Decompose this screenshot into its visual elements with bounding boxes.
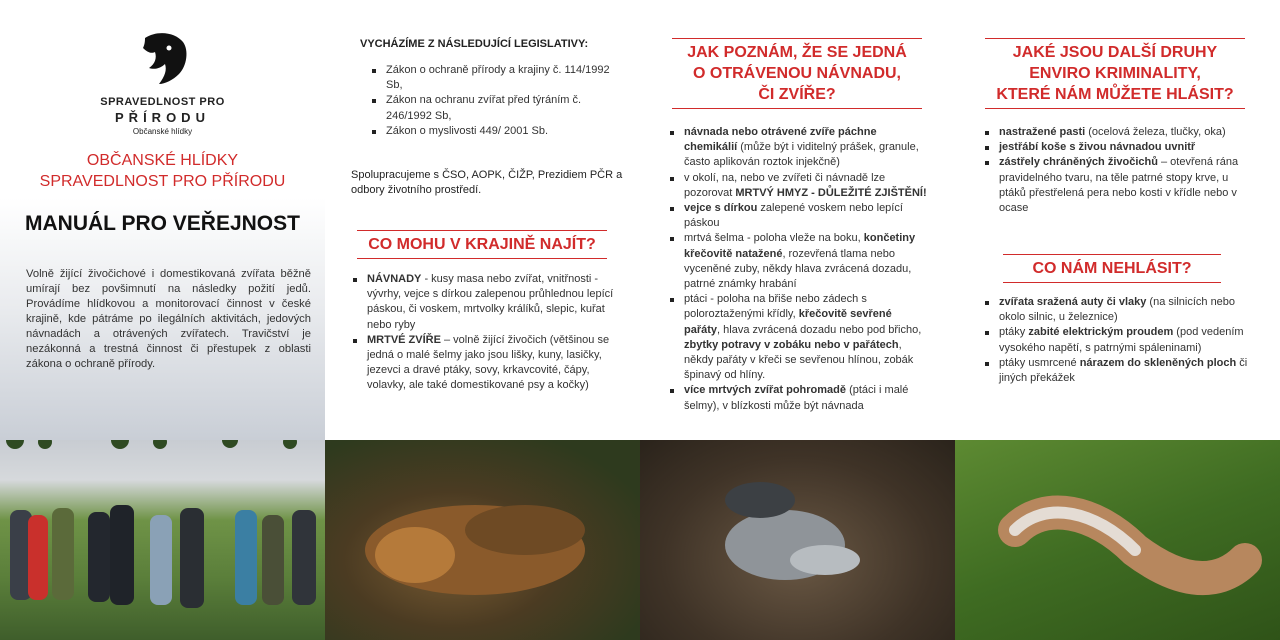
item-bold: zbytky potravy v zobáku nebo v pařátech bbox=[684, 338, 899, 351]
recognition-list bbox=[668, 125, 930, 414]
other-crimes-panel bbox=[955, 0, 1280, 440]
photo-dead-bird bbox=[640, 440, 955, 640]
list-item bbox=[983, 140, 1248, 155]
list-item bbox=[983, 125, 1248, 140]
cover-subtitle-line-2: SPRAVEDLNOST PRO PŘÍRODU bbox=[39, 173, 286, 190]
item-bold: jestřábí koše s živou návnadou uvnitř bbox=[999, 141, 1196, 154]
item-bold: MRTVÉ ZVÍŘE bbox=[367, 333, 441, 346]
cover-subtitle bbox=[0, 150, 325, 192]
item-text: (ocelová železa, tlučky, oka) bbox=[1085, 126, 1226, 138]
list-item bbox=[351, 272, 616, 333]
heading-line: ENVIRO KRIMINALITY, bbox=[1029, 65, 1201, 82]
dead-fox-illustration bbox=[325, 440, 640, 640]
item-bold: návnada nebo otrávené zvíře páchne chemikálií bbox=[684, 126, 877, 154]
heading-line: ČI ZVÍŘE? bbox=[758, 86, 836, 103]
list-item bbox=[983, 155, 1248, 216]
photo-dead-fox bbox=[325, 440, 640, 640]
other-crimes-list bbox=[983, 125, 1248, 216]
heading-line: JAK POZNÁM, ŽE SE JEDNÁ bbox=[687, 44, 907, 61]
patrol-group-illustration bbox=[0, 440, 325, 640]
cover-panel bbox=[0, 0, 325, 440]
photo-dead-marten bbox=[955, 440, 1280, 640]
heading-line: KTERÉ NÁM MŮŽETE HLÁSIT? bbox=[996, 86, 1234, 103]
list-item bbox=[668, 201, 930, 231]
list-item bbox=[983, 356, 1248, 386]
brand-line-1: SPRAVEDLNOST PRO bbox=[100, 96, 225, 108]
list-item bbox=[668, 383, 930, 413]
list-item bbox=[983, 295, 1248, 325]
list-item bbox=[351, 333, 616, 394]
page-title: MANUÁL PRO VEŘEJNOST bbox=[25, 212, 300, 235]
item-bold: zástřely chráněných živočichů bbox=[999, 156, 1158, 169]
list-item bbox=[668, 171, 930, 201]
do-not-report-list bbox=[983, 295, 1248, 386]
list-item bbox=[668, 231, 930, 292]
item-text: – volně žijící živočich (většinou se jedná o malé šelmy jako jsou lišky, kuny, lasičky, jezevci a dravé ptáky, sovy, krkavcovité, čápy, volavky, ale také domestikované psy a kočky) bbox=[367, 333, 610, 392]
item-text: , někdy pařáty v křeči se sevřenou hlínou, zobák špinavý od hlíny. bbox=[684, 338, 914, 382]
item-text: mrtvá šelma - poloha vleže na boku, bbox=[684, 232, 864, 245]
dead-bird-illustration bbox=[640, 440, 955, 640]
find-list bbox=[351, 272, 616, 394]
item-text: (na silnicích nebo okolo silnic, u železnice) bbox=[999, 296, 1236, 324]
list-item: Zákon na ochranu zvířat před týráním č. 246/1992 Sb, bbox=[370, 93, 610, 123]
item-bold: končetiny křečovitě natažené bbox=[684, 232, 916, 260]
recognition-heading bbox=[672, 38, 922, 109]
item-text: ptáci - poloha na břiše nebo zádech s poloroztaženými křídly, bbox=[684, 293, 867, 321]
eagle-head-logo-icon bbox=[135, 30, 191, 86]
list-item: Zákon o ochraně přírody a krajiny č. 114/1992 Sb, bbox=[370, 63, 610, 93]
dead-marten-illustration bbox=[955, 440, 1280, 640]
item-bold: více mrtvých zvířat pohromadě bbox=[684, 384, 847, 397]
item-bold: zvířata sražená auty či vlaky bbox=[999, 296, 1147, 308]
heading-line: JAKÉ JSOU DALŠÍ DRUHY bbox=[1012, 44, 1218, 61]
brand-line-3: Občanské hlídky bbox=[132, 127, 193, 136]
photo-patrol-group bbox=[0, 440, 325, 640]
list-item bbox=[668, 292, 930, 383]
item-text: (ptáci i malé šelmy), v blízkosti může být návnada bbox=[684, 384, 909, 412]
item-bold: vejce s dírkou bbox=[684, 202, 758, 215]
item-text: , hlava zvrácená dozadu nebo pod břicho, bbox=[717, 323, 922, 336]
item-text: ptáky bbox=[999, 326, 1029, 339]
item-text: (může být i viditelný prášek, granule, často aplikován roztok injekčně) bbox=[684, 141, 919, 169]
logo bbox=[0, 30, 325, 136]
item-bold: křečovitě sevřené pařáty bbox=[684, 308, 892, 336]
do-not-report-heading: CO NÁM NEHLÁSIT? bbox=[1003, 254, 1221, 283]
legislation-list bbox=[370, 63, 610, 139]
item-text: či jiných překážek bbox=[999, 356, 1248, 385]
item-bold: nárazem do skleněných ploch bbox=[1079, 356, 1237, 369]
other-crimes-heading bbox=[985, 38, 1245, 109]
cooperation-text: Spolupracujeme s ČSO, AOPK, ČIŽP, Prezidiem PČR a odbory životního prostředí. bbox=[351, 169, 623, 196]
item-text: – otevřená rána pravidelného tvaru, na těle patrné stopy krve, u ptáků přestřelená pera nebo kosti v křídle nebo v ocase bbox=[999, 156, 1239, 215]
item-bold: nastražené pasti bbox=[999, 126, 1086, 138]
list-item: Zákon o myslivosti 449/ 2001 Sb. bbox=[370, 124, 610, 139]
legislation-heading: VYCHÁZÍME Z NÁSLEDUJÍCÍ LEGISLATIVY: bbox=[360, 38, 589, 50]
heading-line: O OTRÁVENOU NÁVNADU, bbox=[692, 65, 901, 82]
item-text: - kusy masa nebo zvířat, vnitřnosti - vývrhy, vejce s dírkou zalepenou průhlednou lepící páskou, či voskem, mrtvolky králíků, slepic, kuřat nebo ryby bbox=[367, 273, 614, 331]
brand-line-2: PŘÍRODU bbox=[115, 110, 210, 125]
item-bold: MRTVÝ HMYZ - DŮLEŽITÉ ZJIŠTĚNÍ! bbox=[735, 186, 927, 199]
item-text: zalepené voskem nebo lepící páskou bbox=[684, 202, 903, 230]
list-item bbox=[668, 125, 930, 171]
intro-paragraph: Volně žijící živočichové i domestikovaná zvířata běžně umírají bez povšimnutí na následky požití jedů. Provádíme hlídkovou a monitorovací činnost v české krajině, kde pátráme po ilegálních aktivitách, jedových návnadách a otrávených zvířatech. Travičství je nezákonná a trestná činnost či přestupek z oblasti zákona o ochraně přírody. bbox=[26, 268, 311, 370]
item-bold: zabité elektrickým proudem bbox=[1028, 326, 1174, 339]
legislation-panel bbox=[325, 0, 640, 440]
item-text: v okolí, na, nebo ve zvířeti či návnadě lze pozorovat bbox=[684, 171, 886, 199]
item-text: , rozevřená tlama nebo vyceněné zuby, někdy hlava zvrácená dozadu, patrné známky hrabání bbox=[684, 247, 912, 291]
recognition-panel bbox=[640, 0, 955, 440]
item-text: ptáky usmrcené bbox=[999, 356, 1080, 369]
list-item bbox=[983, 325, 1248, 355]
item-bold: NÁVNADY bbox=[367, 273, 422, 285]
cover-subtitle-line-1: OBČANSKÉ HLÍDKY bbox=[86, 152, 239, 169]
item-text: (pod vedením vysokého napětí, s patrnými spáleninami) bbox=[999, 326, 1244, 354]
find-heading: CO MOHU V KRAJINĚ NAJÍT? bbox=[357, 230, 607, 259]
